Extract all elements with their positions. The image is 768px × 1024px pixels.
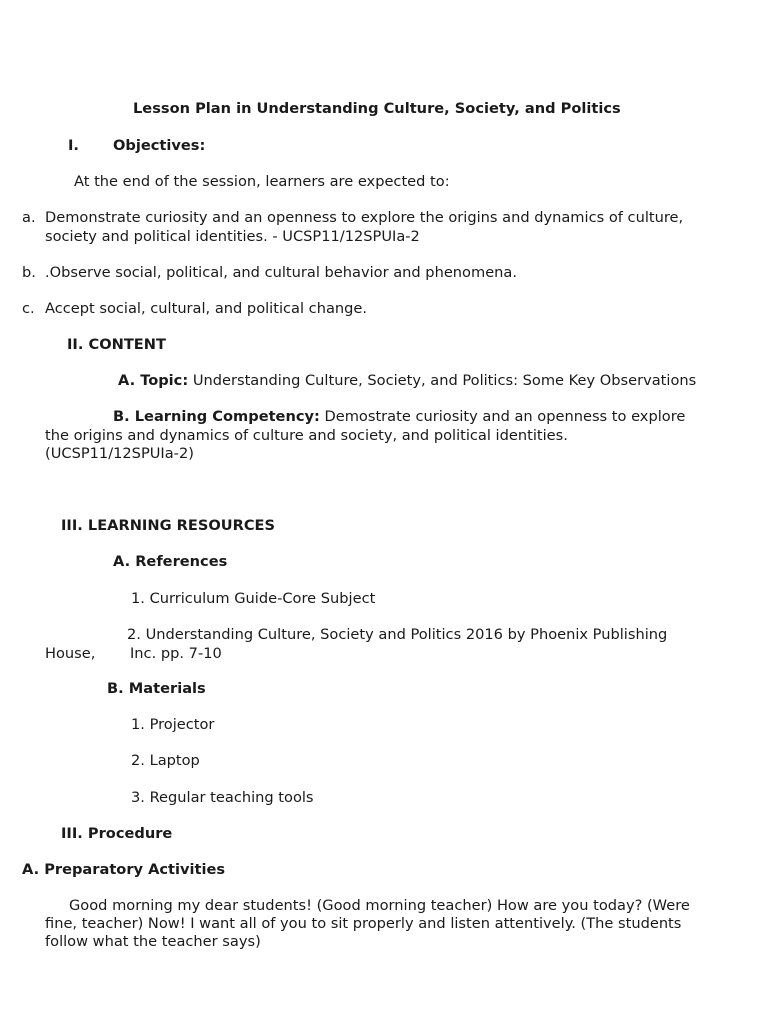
objective-a-line2: society and political identities. - UCSP11/12SPUIa-2 bbox=[45, 228, 420, 245]
objective-a-marker: a. bbox=[22, 209, 36, 226]
procedure-heading: III. Procedure bbox=[61, 825, 173, 842]
objective-c-text: Accept social, cultural, and political change. bbox=[45, 300, 368, 317]
objectives-heading: Objectives: bbox=[113, 137, 206, 154]
topic-label: A. Topic: bbox=[118, 372, 189, 389]
preparatory-heading: A. Preparatory Activities bbox=[22, 861, 226, 878]
document-title: Lesson Plan in Understanding Culture, Society, and Politics bbox=[133, 100, 621, 117]
materials-heading: B. Materials bbox=[107, 680, 206, 697]
content-heading: II. CONTENT bbox=[67, 336, 166, 353]
competency-line3: (UCSP11/12SPUIa-2) bbox=[45, 445, 194, 462]
reference-2-house: House, bbox=[45, 645, 96, 662]
objectives-intro: At the end of the session, learners are expected to: bbox=[74, 173, 450, 190]
preparatory-line2: fine, teacher) Now! I want all of you to sit properly and listen attentively. (The students bbox=[45, 915, 682, 932]
material-teaching-tools: 3. Regular teaching tools bbox=[131, 789, 314, 806]
objectives-numeral: I. bbox=[68, 137, 79, 154]
objective-b-text: .Observe social, political, and cultural behavior and phenomena. bbox=[45, 264, 518, 281]
competency-line1 bbox=[113, 408, 685, 426]
reference-2-line1: 2. Understanding Culture, Society and Politics 2016 by Phoenix Publishing bbox=[127, 626, 668, 643]
topic-line bbox=[118, 372, 696, 390]
resources-heading: III. LEARNING RESOURCES bbox=[61, 517, 276, 534]
objective-c-marker: c. bbox=[22, 300, 35, 317]
objective-b-marker: b. bbox=[22, 264, 36, 281]
competency-line2: the origins and dynamics of culture and society, and political identities. bbox=[45, 427, 568, 444]
topic-text: Understanding Culture, Society, and Politics: Some Key Observations bbox=[192, 372, 697, 389]
preparatory-line1: Good morning my dear students! (Good morning teacher) How are you today? (Were bbox=[69, 897, 690, 914]
material-projector: 1. Projector bbox=[131, 716, 215, 733]
references-heading: A. References bbox=[113, 553, 228, 570]
reference-1: 1. Curriculum Guide-Core Subject bbox=[131, 590, 376, 607]
objective-a-line1: Demonstrate curiosity and an openness to explore the origins and dynamics of culture, bbox=[45, 209, 684, 226]
competency-label: B. Learning Competency: bbox=[113, 408, 320, 425]
reference-2-inc: Inc. pp. 7-10 bbox=[130, 645, 222, 662]
competency-text: Demostrate curiosity and an openness to explore bbox=[324, 408, 686, 425]
material-laptop: 2. Laptop bbox=[131, 752, 200, 769]
preparatory-line3: follow what the teacher says) bbox=[45, 933, 261, 950]
